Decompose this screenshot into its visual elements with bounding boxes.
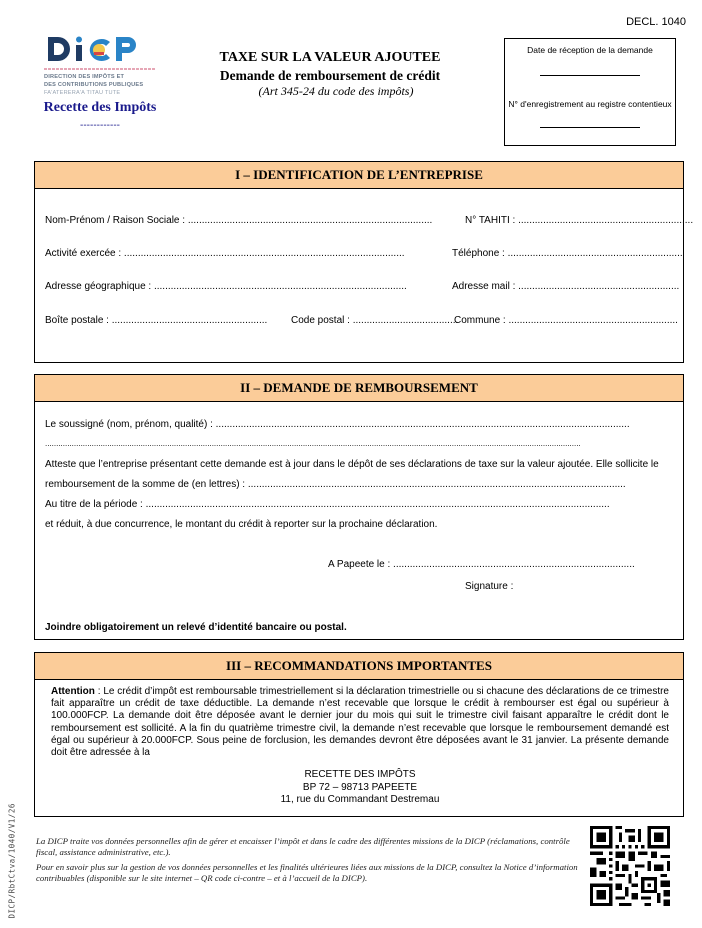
reduction-text: et réduit, à due concurrence, le montant du crédit à reporter sur la prochaine déclaration. bbox=[45, 519, 438, 530]
attention-text: : Le crédit d’impôt est remboursable trimestriellement si la déclaration trimestrielle ou si chacune des déclarations de ce trimestre fait apparaître un crédit de taxe déductible. La demande n’est recevable que lorsque le crédit à rembourser est égal ou supérieur à 100.000FCP. La demande doit être déposée avant le dernier jour du mois qui suit le trimestre civil faisant apparaître le crédit dont le remboursement est sollicité. A la fin du quatrième trimestre civil, la demande n’est recevable que lorsque le remboursement demandé est égal ou supérieur à 20.000FCP. Sous peine de forclusion, les demandes devront être déposées avant le 31 janvier. La présente demande doit être adressée à la bbox=[51, 686, 669, 759]
reception-date-label: Date de réception de la demande bbox=[527, 45, 653, 55]
attestation-text: Atteste que l’entreprise présentant cette demande est à jour dans le dépôt de ses déclarations de taxe sur la valeur ajoutée. Elle sollicite le bbox=[45, 459, 659, 470]
attention-paragraph bbox=[51, 686, 669, 759]
logo-divider bbox=[44, 68, 156, 70]
address-line-2: BP 72 – 98713 PAPEETE bbox=[302, 781, 418, 793]
address-line-3: 11, rue du Commandant Destremau bbox=[280, 794, 440, 805]
form-code: DECL. 1040 bbox=[626, 16, 686, 28]
activity-field[interactable]: Activité exercée : ..................................................................................................... bbox=[45, 248, 405, 259]
postcode-field[interactable]: Code postal : ...................................... bbox=[291, 315, 459, 326]
recette-address bbox=[35, 769, 685, 807]
form-reference-code: DICP/RbtCtva/1040/V1/26 bbox=[7, 803, 17, 919]
office-name: Recette des Impôts bbox=[43, 100, 157, 115]
register-number-line bbox=[540, 127, 640, 128]
form-subtitle: Demande de remboursement de crédit bbox=[219, 68, 441, 83]
section-recommendations-title: III – RECOMMANDATIONS IMPORTANTES bbox=[35, 653, 683, 680]
dicp-logo bbox=[44, 34, 156, 96]
address-field[interactable]: Adresse géographique : ........................................................................................... bbox=[45, 281, 407, 292]
qr-code-icon[interactable] bbox=[590, 826, 670, 906]
section-refund-title: II – DEMANDE DE REMBOURSEMENT bbox=[35, 375, 683, 402]
reception-date-line bbox=[540, 75, 640, 76]
commune-field[interactable]: Commune : ............................................................. bbox=[454, 315, 678, 326]
name-field[interactable]: Nom-Prénom / Raison Sociale : ........................................................................................ bbox=[45, 215, 433, 226]
section-identification bbox=[34, 161, 694, 363]
form-legal-reference: (Art 345-24 du code des impôts) bbox=[258, 84, 414, 98]
section-recommendations bbox=[34, 652, 684, 817]
signature-field[interactable]: Signature : bbox=[465, 581, 514, 592]
attachment-notice: Joindre obligatoirement un relevé d’identité bancaire ou postal. bbox=[45, 622, 347, 633]
logo-line-3: FA'ATERERA'A TITAU TUTE bbox=[44, 90, 121, 96]
period-field[interactable]: Au titre de la période : ....................................................................................................................................................................... bbox=[45, 499, 610, 510]
privacy-notice-2: Pour en savoir plus sur la gestion de vos données personnelles et les finalités ultérieures liées aux missions de la DICP, consultez la Notice d’information contribuables (disponible sur le site internet – QR code ci-contre – et à l’accueil de la DICP). bbox=[36, 862, 578, 883]
address-line-1: RECETTE DES IMPÔTS bbox=[304, 769, 416, 780]
form-title: TAXE SUR LA VALEUR AJOUTEE bbox=[219, 50, 441, 65]
po-box-field[interactable]: Boîte postale : ........................................................ bbox=[45, 315, 268, 326]
refund-amount-field[interactable]: remboursement de la somme de (en lettres) : ........................................................................................................................................ bbox=[45, 479, 626, 490]
section-identification-title: I – IDENTIFICATION DE L’ENTREPRISE bbox=[35, 162, 683, 189]
undersigned-field[interactable]: Le soussigné (nom, prénom, qualité) : ..................................................................................................................................................... bbox=[45, 419, 630, 430]
logo-line-1: DIRECTION DES IMPÔTS ET bbox=[44, 74, 125, 80]
attention-label: Attention bbox=[51, 686, 95, 697]
email-field[interactable]: Adresse mail : .......................................................... bbox=[452, 281, 680, 292]
section-refund-request bbox=[34, 374, 684, 640]
privacy-notice-1: La DICP traite vos données personnelles afin de gérer et encaisser l’impôt et dans le cadre des différentes missions de la DICP (réclamations, contrôle fiscal, assistance administrative, etc.). bbox=[36, 836, 570, 857]
undersigned-continuation-line[interactable]: ................................................................................................................................................................................................................................................. bbox=[45, 439, 581, 448]
reception-box bbox=[504, 38, 676, 146]
register-number-label: N° d'enregistrement au registre contentieux bbox=[508, 99, 672, 109]
place-date-field[interactable]: A Papeete le : ....................................................................................... bbox=[328, 559, 635, 570]
tahiti-number-field[interactable]: N° TAHITI : ............................................................... bbox=[465, 215, 694, 226]
phone-field[interactable]: Téléphone : ............................................................... bbox=[452, 248, 683, 259]
logo-line-2: DES CONTRIBUTIONS PUBLIQUES bbox=[44, 82, 144, 88]
office-separator: ------------ bbox=[80, 120, 120, 131]
dicp-wordmark-icon bbox=[44, 34, 156, 64]
